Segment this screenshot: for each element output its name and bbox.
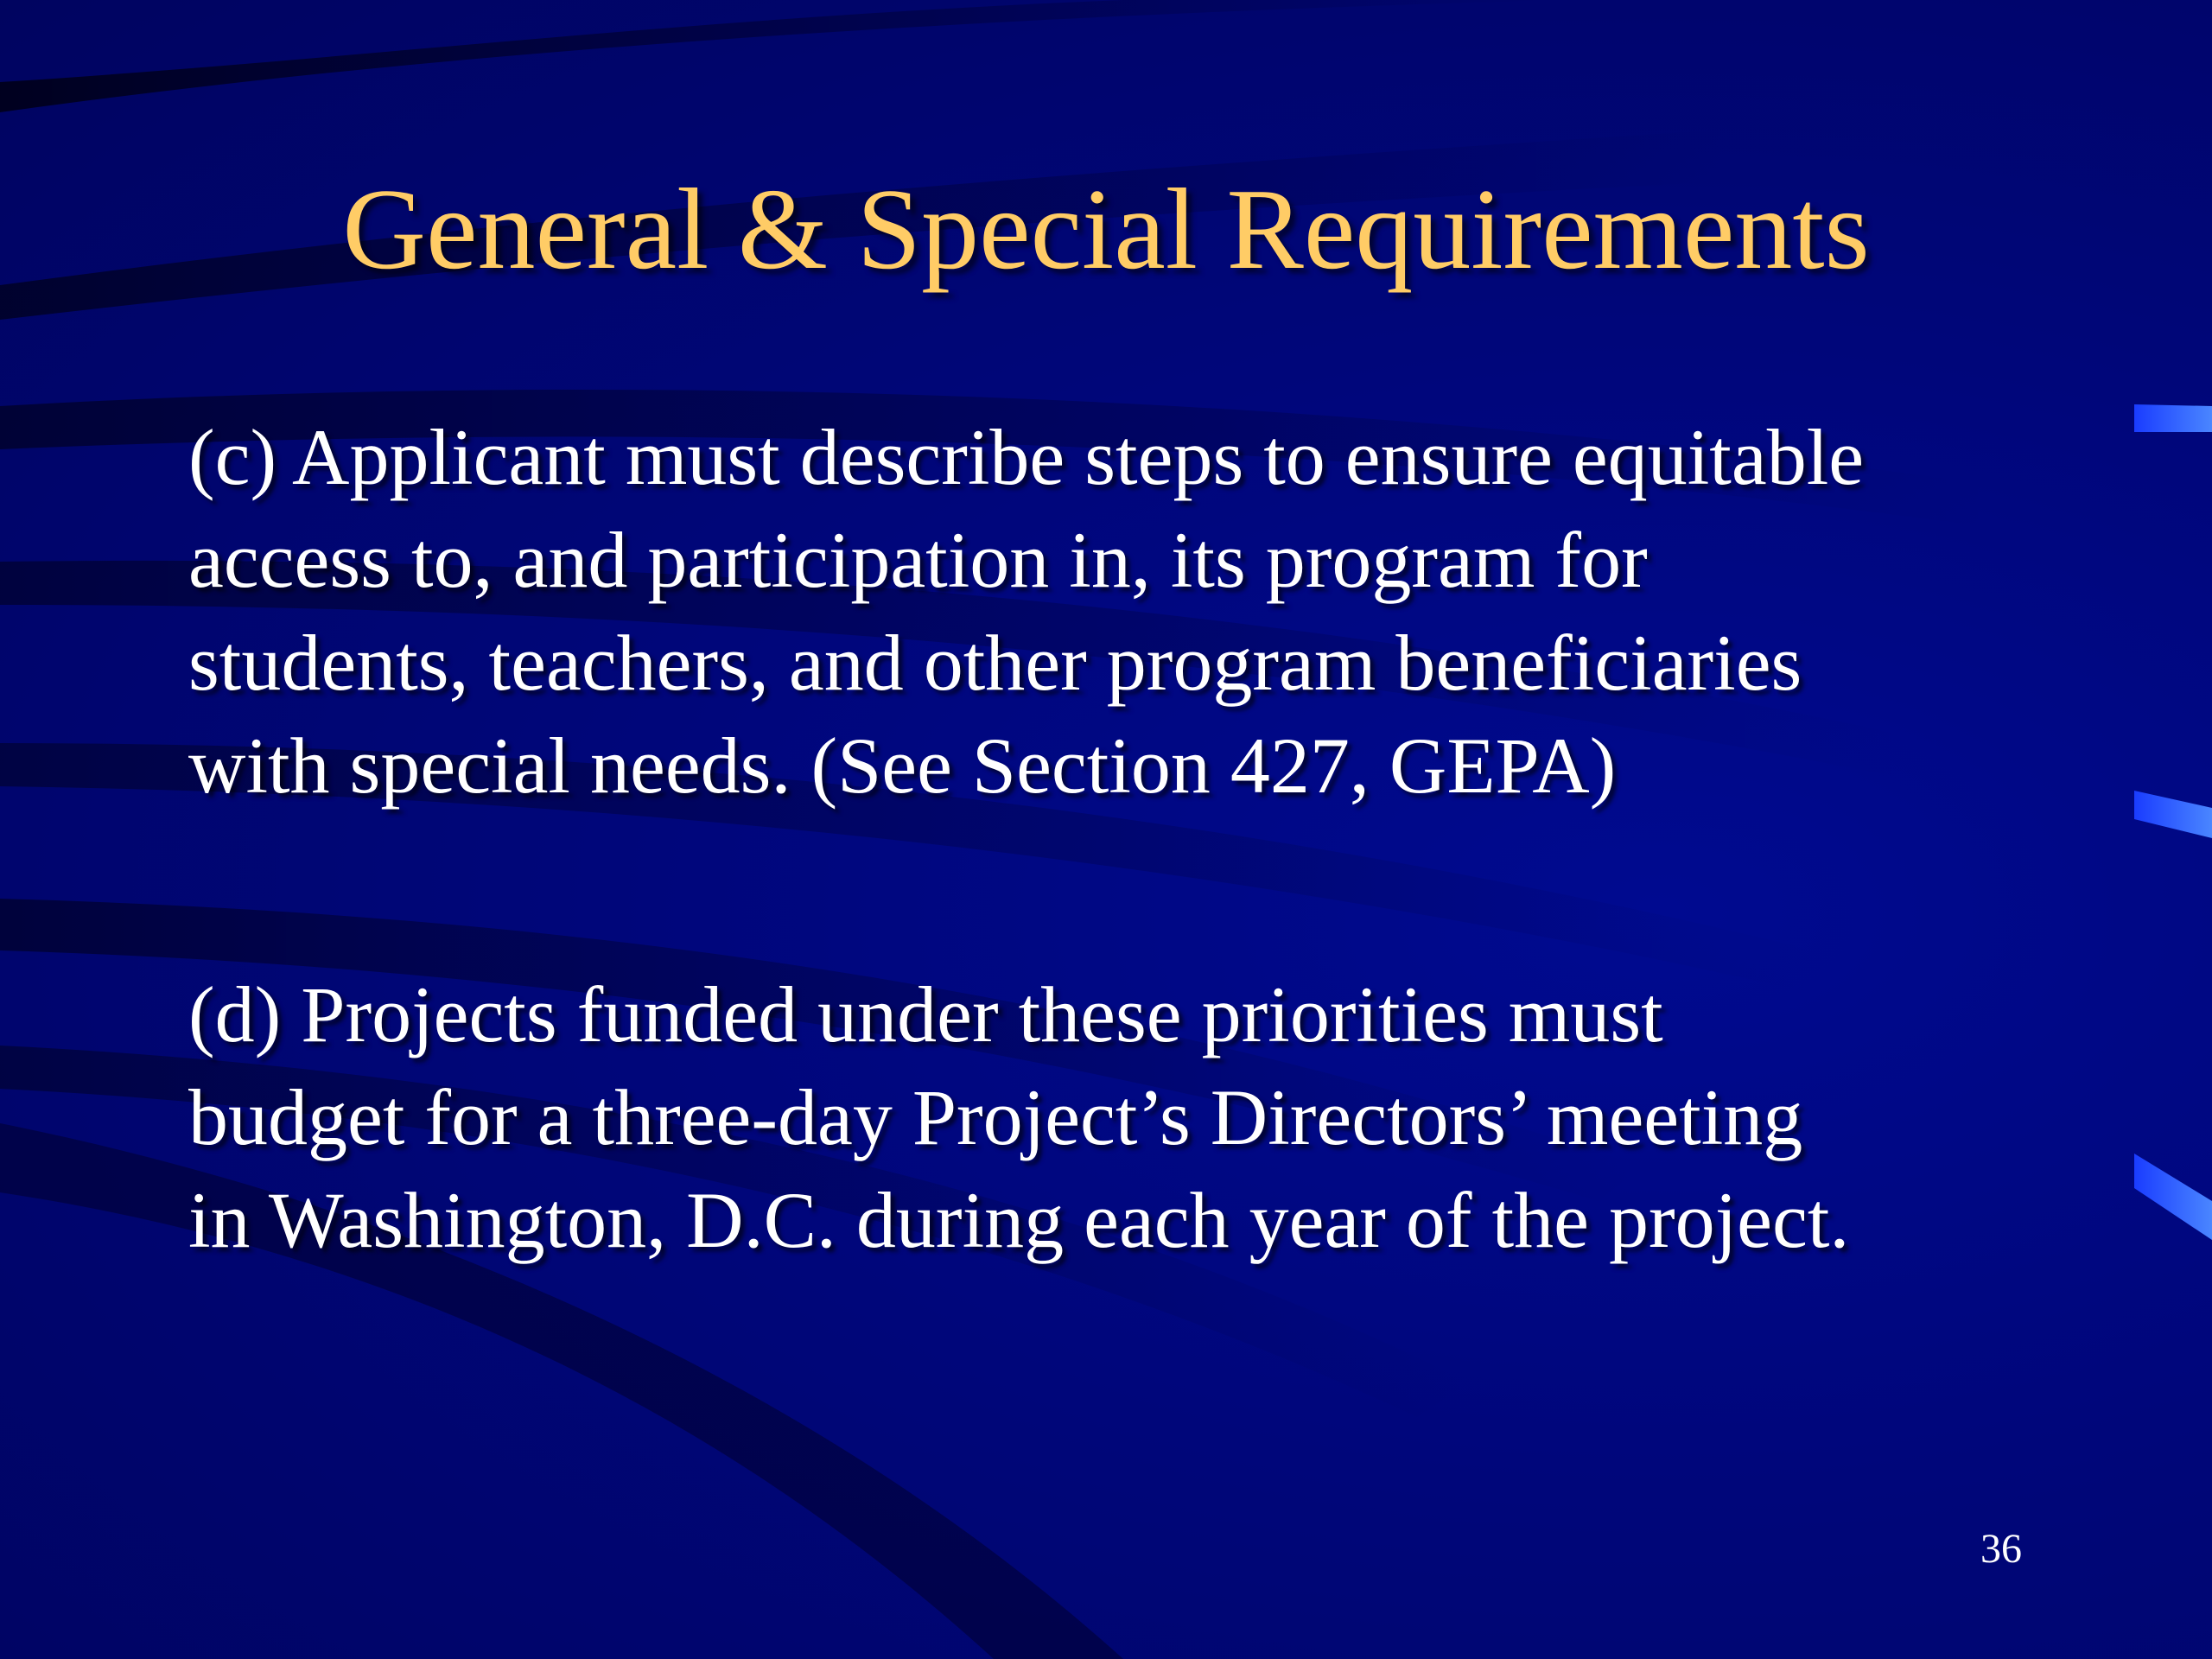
accent-stripe — [2134, 791, 2212, 838]
paragraph-c: (c) Applicant must describe steps to ensure equitable access to, and participation in, its program for students, teachers, and other program beneficiaries with special needs. (See Section 427, GEPA) — [188, 413, 1865, 810]
slide-title: General & Special Requirements — [342, 165, 1870, 293]
swoosh-band — [0, 0, 1555, 112]
paragraph-d: (d) Projects funded under these priorities must budget for a three-day Project’s Directors’ meeting in Washington, D.C. during each year of the project. — [188, 970, 1850, 1264]
slide-number: 36 — [1980, 1526, 2022, 1572]
accent-stripe — [2134, 1154, 2212, 1240]
accent-stripe — [2134, 404, 2212, 432]
